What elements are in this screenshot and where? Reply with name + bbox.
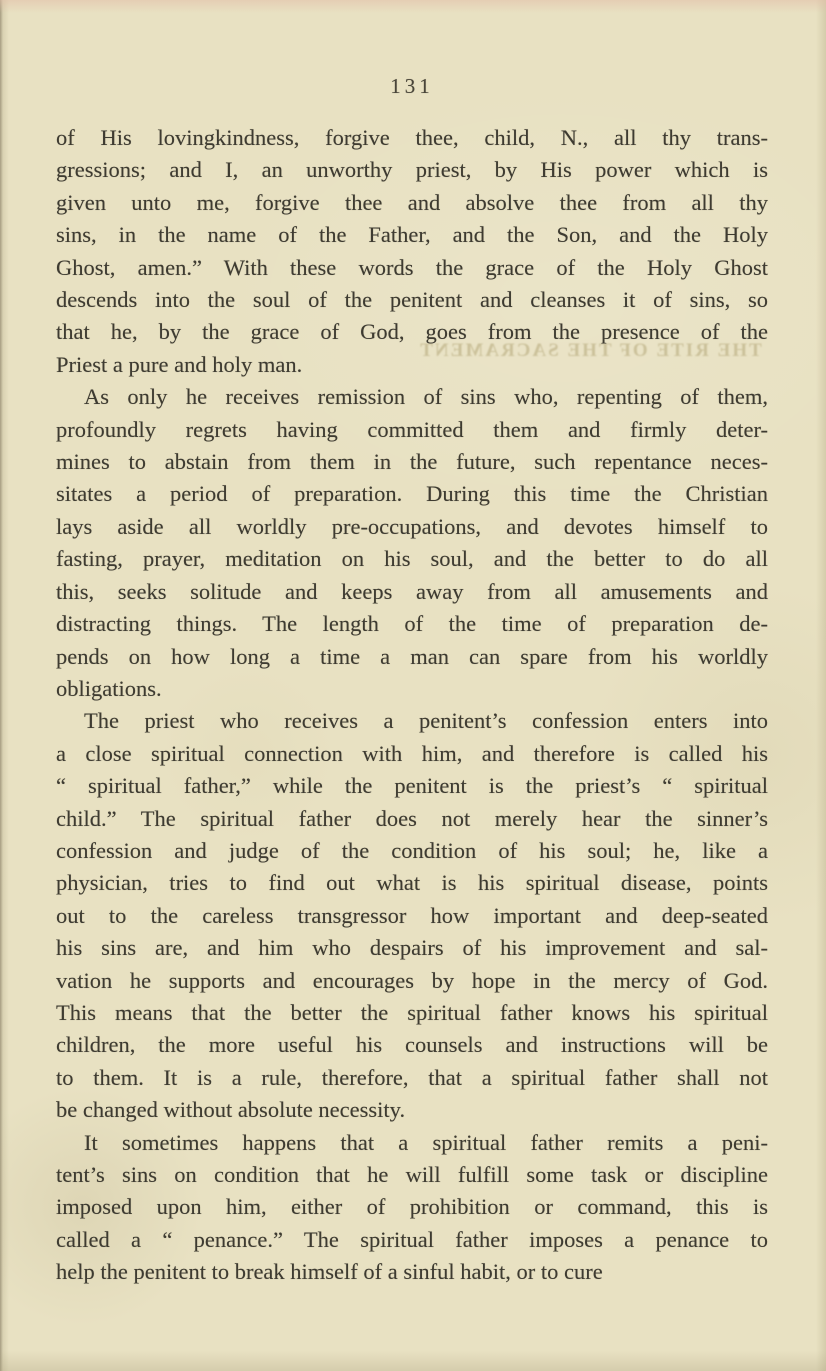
text-line: confession and judge of the condition of his soul; he, like a	[56, 837, 768, 863]
bleedthrough-heading: THE RITE OF THE SACRAMENT	[418, 340, 762, 361]
text-line: pends on how long a time a man can spare from his worldly	[56, 643, 768, 669]
text-line: The priest who receives a penitent’s confession enters into	[84, 708, 768, 734]
text-line: sitates a period of preparation. During this time the Christian	[56, 481, 768, 507]
text-line: profoundly regrets having committed them and firmly deter-	[56, 416, 768, 442]
paragraph	[56, 381, 768, 705]
paragraph	[56, 122, 768, 381]
paragraphs	[56, 122, 768, 1289]
text-line: gressions; and I, an unworthy priest, by His power which is	[56, 157, 768, 183]
text-line: mines to abstain from them in the future, such repentance neces-	[56, 449, 768, 475]
text-line: a close spiritual connection with him, and therefore is called his	[56, 740, 768, 766]
text-line: called a “ penance.” The spiritual father imposes a penance to	[56, 1226, 768, 1252]
text-line: distracting things. The length of the time of preparation de-	[56, 611, 768, 637]
paragraph	[56, 1127, 768, 1289]
text-line: child.” The spiritual father does not merely hear the sinner’s	[56, 805, 768, 831]
text-line: “ spiritual father,” while the penitent is the priest’s “ spiritual	[56, 773, 768, 799]
text-line: help the penitent to break himself of a sinful habit, or to cure	[56, 1259, 603, 1285]
text-line: obligations.	[56, 675, 162, 701]
body-text	[56, 122, 768, 1289]
text-line: This means that the better the spiritual father knows his spiritual	[56, 999, 768, 1025]
text-line: physician, tries to find out what is his spiritual disease, points	[56, 870, 768, 896]
text-line: vation he supports and encourages by hope in the mercy of God.	[56, 967, 768, 993]
text-line: Ghost, amen.” With these words the grace of the Holy Ghost	[56, 254, 768, 280]
text-line: be changed without absolute necessity.	[56, 1097, 406, 1123]
text-line: of His lovingkindness, forgive thee, child, N., all thy trans-	[56, 125, 768, 150]
page-number: 131	[390, 74, 434, 98]
text-line: sins, in the name of the Father, and the Son, and the Holy	[56, 222, 768, 248]
text-line: children, the more useful his counsels and instructions will be	[56, 1032, 768, 1058]
text-line: Priest a pure and holy man.	[56, 351, 303, 377]
text-line: lays aside all worldly pre-occupations, and devotes himself to	[56, 513, 768, 539]
text-line: to them. It is a rule, therefore, that a spiritual father shall not	[56, 1064, 768, 1090]
text-line: fasting, prayer, meditation on his soul, and the better to do all	[56, 546, 768, 572]
paragraph	[56, 705, 768, 1126]
text-line: given unto me, forgive thee and absolve thee from all thy	[56, 189, 768, 215]
text-line: imposed upon him, either of prohibition or command, this is	[56, 1194, 768, 1220]
text-line: tent’s sins on condition that he will fulfill some task or discipline	[56, 1162, 768, 1187]
text-line: out to the careless transgressor how important and deep-seated	[56, 902, 768, 928]
text-line: that he, by the grace of God, goes from the presence of the	[56, 319, 768, 345]
text-line: It sometimes happens that a spiritual father remits a peni-	[84, 1129, 768, 1155]
text-line: his sins are, and him who despairs of his improvement and sal-	[56, 935, 768, 961]
text-line: descends into the soul of the penitent and cleanses it of sins, so	[56, 287, 768, 313]
text-line: As only he receives remission of sins who, repenting of them,	[84, 384, 768, 410]
text-line: this, seeks solitude and keeps away from all amusements and	[56, 578, 768, 604]
